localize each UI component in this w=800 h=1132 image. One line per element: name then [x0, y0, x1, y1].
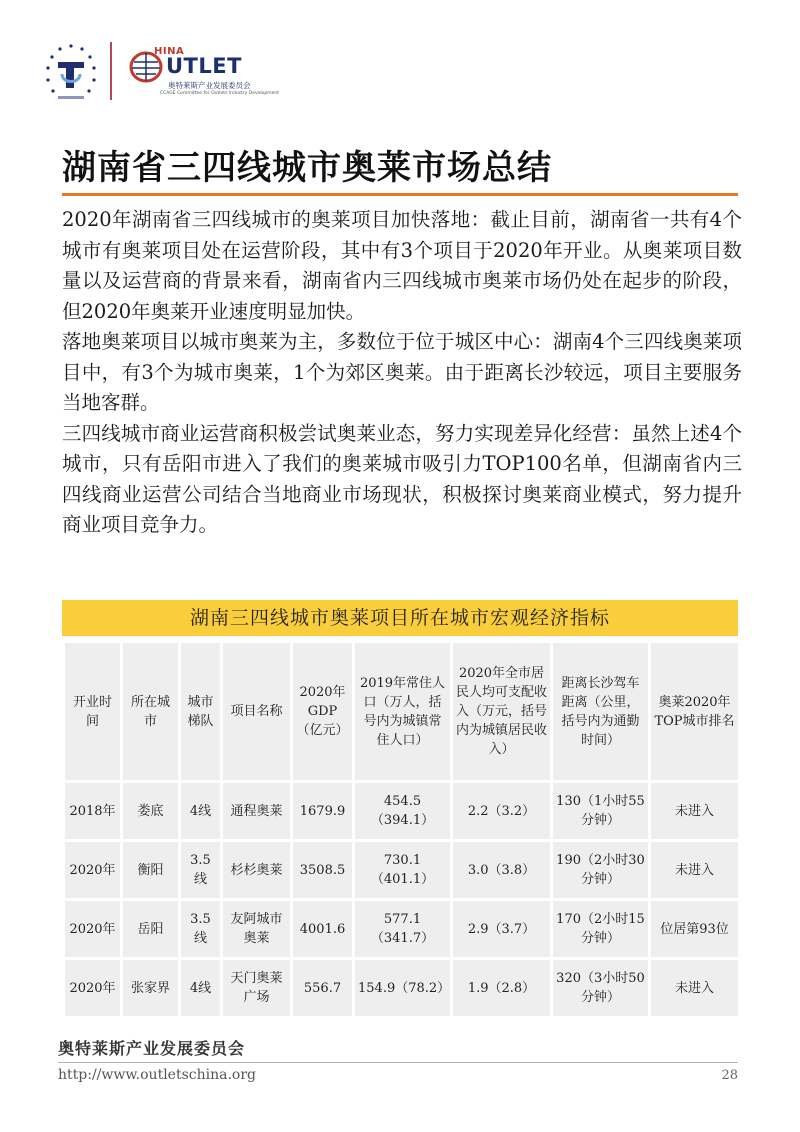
paragraph: 2020年湖南省三四线城市的奥莱项目加快落地：截止目前，湖南省一共有4个城市有奥莱项目处在运营阶段，其中有3个项目于2020年开业。从奥莱项目数量以及运营商的背景来看，湖南省内三四线城市奥莱市场仍处在起步的阶段，但2020年奥莱开业速度明显加快。 [62, 208, 742, 323]
page-number: 28 [721, 1068, 738, 1083]
logo-cn-text: 奥特莱斯产业发展委员会 [168, 81, 251, 90]
table-cell: 天门奥莱广场 [222, 959, 292, 1018]
footer-organization: 奥特莱斯产业发展委员会 [58, 1039, 246, 1058]
page-title: 湖南省三四线城市奥莱市场总结 [62, 148, 552, 188]
table-cell: 岳阳 [122, 900, 180, 959]
table-cell: 2.2（3.2） [452, 782, 552, 841]
table-cell: 3.0（3.8） [452, 841, 552, 900]
table-cell: 170（2小时15分钟） [552, 900, 650, 959]
table-cell: 577.1（341.7） [354, 900, 452, 959]
table-row [64, 841, 740, 900]
table-cell: 位居第93位 [650, 900, 740, 959]
table-cell: 2020年 [64, 959, 122, 1018]
table-cell: 730.1（401.1） [354, 841, 452, 900]
table-cell: 2018年 [64, 782, 122, 841]
table-cell: 190（2小时30分钟） [552, 841, 650, 900]
header-cell: 项目名称 [222, 642, 292, 782]
logo-divider [110, 42, 112, 100]
ccage-emblem-icon [38, 40, 104, 106]
header-cell: 2020年全市居民人均可支配收入（万元，括号内为城镇居民收入） [452, 642, 552, 782]
table-cell: 未进入 [650, 841, 740, 900]
table-cell: 衡阳 [122, 841, 180, 900]
table-cell: 通程奥莱 [222, 782, 292, 841]
logo-hina-text: HINA [154, 46, 185, 57]
table-cell: 154.9（78.2） [354, 959, 452, 1018]
table-cell: 3508.5 [292, 841, 354, 900]
table-cell: 1.9（2.8） [452, 959, 552, 1018]
table-cell: 320（3小时50分钟） [552, 959, 650, 1018]
table-row [64, 782, 740, 841]
header [38, 36, 280, 106]
table-header-row [64, 642, 740, 782]
table-cell: 4001.6 [292, 900, 354, 959]
header-cell: 距离长沙驾车距离（公里，括号内为通勤时间） [552, 642, 650, 782]
footer-website-link[interactable]: http://www.outletschina.org [58, 1067, 256, 1083]
paragraph: 三四线城市商业运营商积极尝试奥莱业态，努力实现差异化经营：虽然上述4个城市，只有岳阳市进入了我们的奥莱城市吸引力TOP100名单，但湖南省内三四线商业运营公司结合当地商业市场现状，积极探讨奥莱商业模式，努力提升商业项目竞争力。 [62, 421, 742, 536]
table-cell: 未进入 [650, 959, 740, 1018]
body-text [62, 205, 742, 541]
table-cell: 未进入 [650, 782, 740, 841]
header-cell: 2020年GDP（亿元） [292, 642, 354, 782]
table-cell: 454.5（394.1） [354, 782, 452, 841]
logo-en-text: CCAGE Committee for Outlets Industry Development [160, 91, 280, 96]
table-cell: 3.5线 [180, 841, 222, 900]
table-cell: 2020年 [64, 900, 122, 959]
table-cell: 2020年 [64, 841, 122, 900]
table-cell: 4线 [180, 782, 222, 841]
header-cell: 开业时间 [64, 642, 122, 782]
header-cell: 奥莱2020年TOP城市排名 [650, 642, 740, 782]
table-cell: 张家界 [122, 959, 180, 1018]
table-cell: 130（1小时55分钟） [552, 782, 650, 841]
table-cell: 3.5线 [180, 900, 222, 959]
header-cell: 2019年常住人口（万人，括号内为城镇常住人口） [354, 642, 452, 782]
table-cell: 1679.9 [292, 782, 354, 841]
logo-utlet-text: UTLET [166, 54, 242, 78]
data-table [62, 640, 741, 1019]
china-outlet-logo [124, 44, 280, 100]
paragraph: 落地奥莱项目以城市奥莱为主，多数位于位于城区中心：湖南4个三四线奥莱项目中，有3个为城市奥莱，1个为郊区奥莱。由于距离长沙较远，项目主要服务当地客群。 [62, 330, 742, 414]
table-row [64, 900, 740, 959]
table-cell: 556.7 [292, 959, 354, 1018]
header-cell: 城市梯队 [180, 642, 222, 782]
table-title: 湖南三四线城市奥莱项目所在城市宏观经济指标 [62, 600, 738, 636]
table-cell: 2.9（3.7） [452, 900, 552, 959]
table-cell: 4线 [180, 959, 222, 1018]
title-underline [62, 193, 738, 196]
table-row [64, 959, 740, 1018]
table-cell: 杉杉奥莱 [222, 841, 292, 900]
header-cell: 所在城市 [122, 642, 180, 782]
footer-divider [58, 1062, 738, 1063]
economic-indicators-table [62, 600, 738, 1019]
table-cell: 友阿城市奥莱 [222, 900, 292, 959]
table-cell: 娄底 [122, 782, 180, 841]
